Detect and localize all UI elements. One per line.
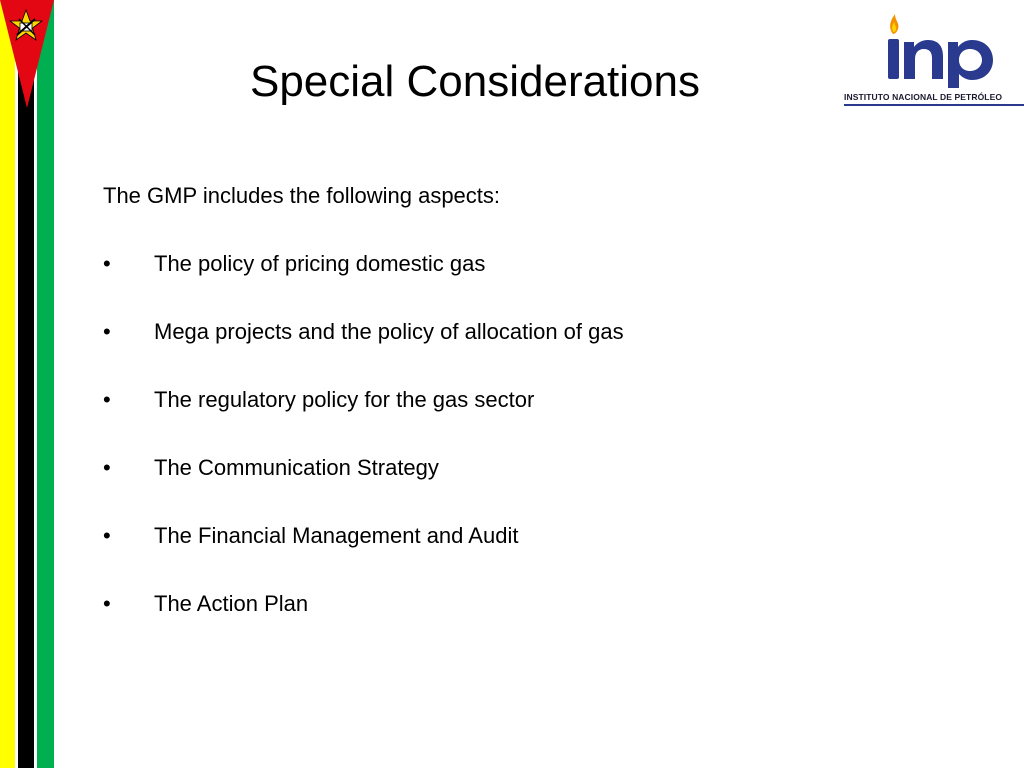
list-item <box>103 384 903 416</box>
stripe-green <box>37 0 54 768</box>
list-item <box>103 588 903 620</box>
list-item <box>103 520 903 552</box>
slide-title: Special Considerations <box>249 57 701 106</box>
bullet-text: The Financial Management and Audit <box>154 523 519 548</box>
list-item <box>103 452 903 484</box>
stripe-yellow <box>0 0 15 768</box>
bullet-text: The policy of pricing domestic gas <box>154 251 486 276</box>
logo-underline <box>844 104 1024 106</box>
bullet-dot: • <box>103 251 111 276</box>
slide-body <box>103 180 903 656</box>
bullet-text: The Communication Strategy <box>154 455 439 480</box>
flag-stripes <box>0 0 56 768</box>
flame-icon <box>890 14 898 34</box>
mozambique-emblem-icon <box>9 9 43 43</box>
bullet-dot: • <box>103 387 111 412</box>
intro-text: The GMP includes the following aspects: <box>103 183 501 208</box>
bullet-dot: • <box>103 455 111 480</box>
bullet-list <box>103 248 903 620</box>
bullet-dot: • <box>103 591 111 616</box>
bullet-text: Mega projects and the policy of allocation of gas <box>154 319 624 344</box>
bullet-dot: • <box>103 319 111 344</box>
list-item <box>103 316 903 348</box>
bullet-text: The Action Plan <box>154 591 309 616</box>
logo-caption: INSTITUTO NACIONAL DE PETRÓLEO <box>844 92 1003 102</box>
inp-logo-mark <box>886 12 996 88</box>
bullet-dot: • <box>103 523 111 548</box>
inp-logo <box>842 12 1024 106</box>
list-item <box>103 248 903 280</box>
bullet-text: The regulatory policy for the gas sector <box>154 387 535 412</box>
stripe-black <box>18 0 34 768</box>
